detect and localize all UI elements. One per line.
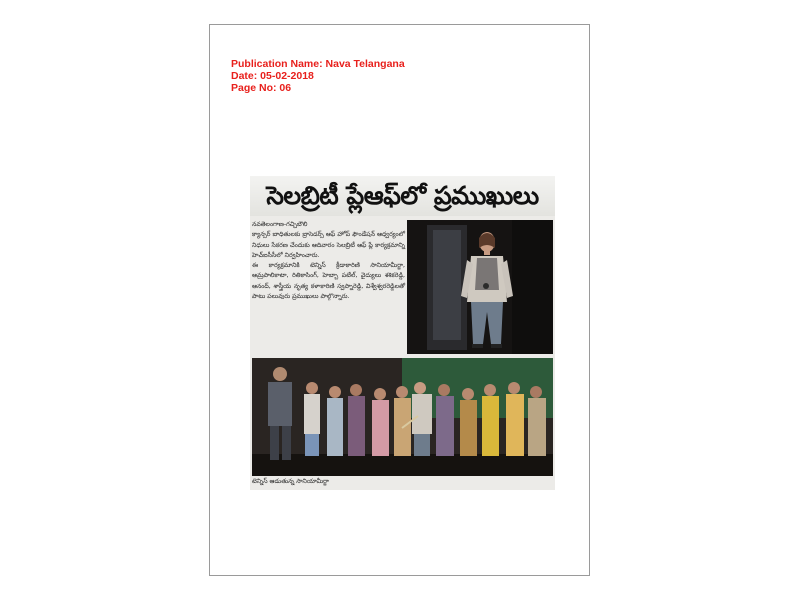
photo-group-graphic — [252, 358, 553, 476]
article-photo-woman-standing — [407, 220, 553, 354]
publication-metadata — [231, 58, 405, 94]
photo-caption: టెన్నిస్ ఆడుతున్న సానియామీర్జా — [252, 478, 329, 485]
article-headline: సెలబ్రిటీ ప్లేఆఫ్‌లో ప్రముఖులు — [266, 181, 539, 210]
photo-portrait-graphic — [407, 220, 553, 354]
article-dateline: నవతెలంగాణ-గచ్చిబౌలి — [252, 221, 308, 228]
document-page — [209, 24, 590, 576]
publication-name: Publication Name: Nava Telangana — [231, 58, 405, 70]
publication-date: Date: 05-02-2018 — [231, 70, 314, 82]
article-paragraph-1: క్యాన్సర్ బాధితులకు బ్రాసెడర్స్ ఆఫ్ హోప్ ఫౌండేషన్ ఆధ్వర్యంలో నిధులు సేకరణ చేందుకు ఆదివారం సెలబ్రిటీ ఆఫ్ ప్లే కార్యక్రమాన్ని హెచ్ఐసీసీలో నిర్వహించారు. — [252, 231, 405, 259]
article-paragraph-2: ఈ కార్యక్రమానికి టెన్నిస్ క్రీడాకారిణి సానియామీర్జా, ఆమ్రపాలికాటా, రితికాసింగ్, హెబ్బా పటేల్, వైద్యులు శశికరెడ్డి, ఆనంద్, శాస్త్రీయ నృత్య కళాకారిణి స్వప్నారెడ్డి, విశ్వేశ్వరరెడ్డిలతో పాటు పలువురు ప్రముఖులు పాల్గొన్నారు. — [252, 262, 405, 301]
article-photo-group — [252, 358, 553, 476]
newspaper-clipping — [250, 176, 555, 490]
article-body — [252, 220, 405, 302]
page-number: Page No: 06 — [231, 82, 292, 94]
